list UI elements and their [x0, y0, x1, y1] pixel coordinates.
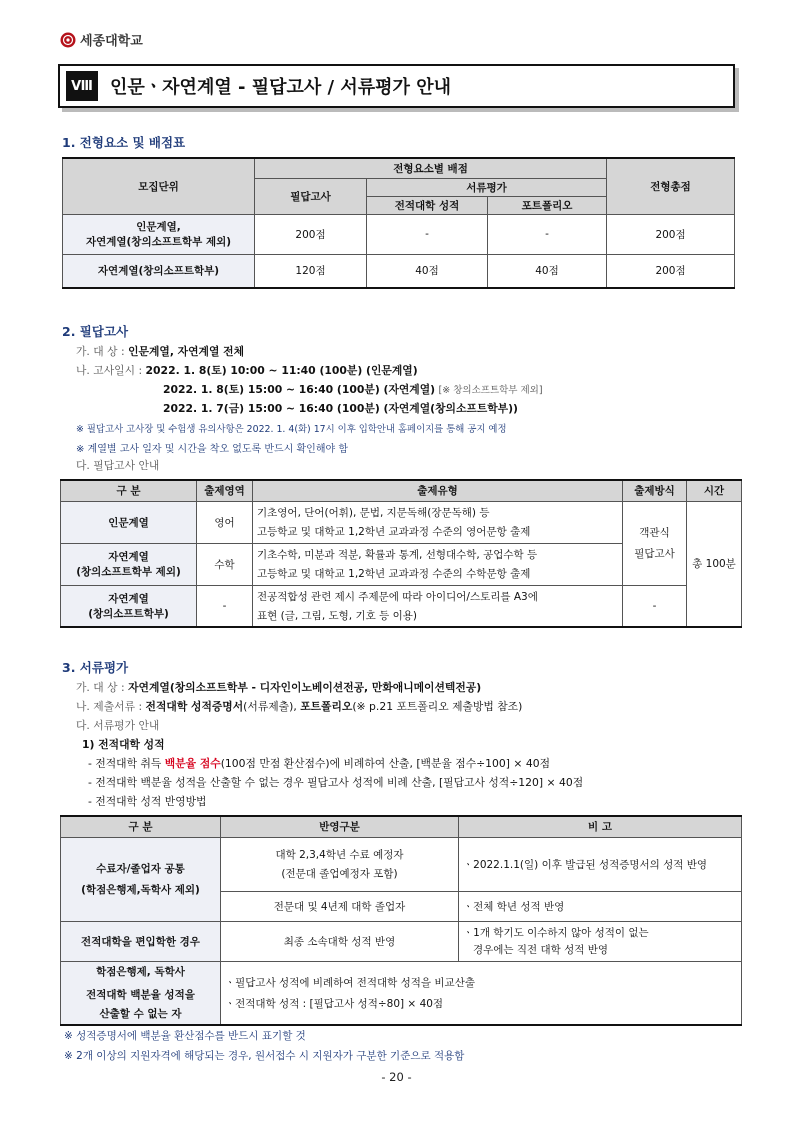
university-logo	[60, 30, 143, 49]
s2-note2: ※ 계열별 고사 일자 및 시간을 착오 없도록 반드시 확인해야 함	[76, 444, 349, 455]
record-table: 구 분 반영구분 비 고 수료자/졸업자 공통 (학점은행제,독학사 제외) 대학 2,3,4학년 수료 예정자 (전문대 졸업예정자 포함) ㆍ2022.1.1(일) 이후 발급된 성적증명서의 성적 반영 전문대 및 4년제 대학 졸업자 ㆍ전체 학년 성적 반영 전적대학을 편입학한 경우 최종 소속대학 성적 반영 ㆍ1개 학기도 이수하지 않아 성적이 없는 경우에는 직전 대학 성적 반영 학점은행제, 독학사 전적대학 백분율 성적을 산출할 수 없는 자 ㆍ필답고사 성적에 비례하여 전적대학 성적을 비교산출 ㆍ전적대학 성적 : [필답고사 성적÷80] × 40점	[60, 815, 742, 1026]
table-row: 인문계열 영어 기초영어, 단어(어휘), 문법, 지문독해(장문독해) 등 고등학교 및 대학교 1,2학년 교과과정 수준의 영어문항 출제 객관식 필답고사 총 100분	[61, 501, 742, 543]
s3-docs: 나. 제출서류 : 전적대학 성적증명서(서류제출), 포트폴리오(※ p.21 포트폴리오 제출방법 참조)	[76, 700, 523, 713]
exam-table: 구 분 출제영역 출제유형 출제방식 시간 인문계열 영어 기초영어, 단어(어휘), 문법, 지문독해(장문독해) 등 고등학교 및 대학교 1,2학년 교과과정 수준의 영어문항 출제 객관식 필답고사 총 100분 자연계열 (창의소프트학부 제외) 수학 기초수학, 미분과 적분, 확률과 통계, 선형대수학, 공업수학 등 고등학교 및 대학교 1,2학년 교과과정 수준의 수학문항 출제 자연계열 (창의소프트학부) - 전공적합성 관련 제시 주제문에 따라 아이디어/스토리를 A3에 표현 (글, 그림, 도형, 기호 등 이용) -	[60, 479, 742, 628]
th-score: 전형요소별 배점	[255, 158, 607, 178]
s2-date3: 2022. 1. 7(금) 15:00 ~ 16:40 (100분) (자연계열(창의소프트학부))	[163, 402, 518, 415]
th-record: 전적대학 성적	[367, 196, 488, 214]
seal-icon	[60, 32, 76, 48]
s2-note1: ※ 필답고사 고사장 및 수험생 유의사항은 2022. 1. 4(화) 17시 이후 입학안내 홈페이지를 통해 공지 예정	[76, 424, 507, 435]
s3-line2: - 전적대학 백분율 성적을 산출할 수 없는 경우 필답고사 성적에 비례 산출, [필답고사 성적÷120] × 40점	[88, 776, 584, 789]
table-row: 학점은행제, 독학사 전적대학 백분율 성적을 산출할 수 없는 자 ㆍ필답고사 성적에 비례하여 전적대학 성적을 비교산출 ㆍ전적대학 성적 : [필답고사 성적÷80] × 40점	[61, 961, 742, 1025]
s1-heading: 1. 전형요소 및 배점표	[62, 135, 186, 150]
s3-target: 가. 대 상 : 자연계열(창의소프트학부 - 디자인이노베이션전공, 만화애니메이션텍전공)	[76, 681, 482, 694]
s2-date2: 2022. 1. 8(토) 15:00 ~ 16:40 (100분) (자연계열) [※ 창의소프트학부 제외]	[163, 383, 543, 396]
th-written: 필답고사	[255, 178, 367, 214]
table-row: 자연계열(창의소프트학부) 120점 40점 40점 200점	[63, 254, 735, 288]
table-row: 전문대 및 4년제 대학 졸업자 ㆍ전체 학년 성적 반영	[61, 891, 742, 921]
page-number: - 20 -	[381, 1070, 412, 1084]
section-title-text: 인문ㆍ자연계열 - 필답고사 / 서류평가 안내	[110, 77, 451, 98]
th-port: 포트폴리오	[488, 196, 607, 214]
s2-guide: 다. 필답고사 안내	[76, 459, 160, 472]
table-row: 자연계열 (창의소프트학부) - 전공적합성 관련 제시 주제문에 따라 아이디어/스토리를 A3에 표현 (글, 그림, 도형, 기호 등 이용) -	[61, 585, 742, 627]
s3-line3: - 전적대학 성적 반영방법	[88, 795, 207, 808]
s2-target: 가. 대 상 : 인문계열, 자연계열 전체	[76, 345, 245, 358]
university-name: 세종대학교	[80, 34, 143, 49]
s3-heading: 3. 서류평가	[62, 660, 129, 675]
s3-note1: ※ 성적증명서에 백분율 환산점수를 반드시 표기할 것	[64, 1030, 306, 1042]
section-number: Ⅷ	[66, 71, 98, 101]
table-row: 자연계열 (창의소프트학부 제외) 수학 기초수학, 미분과 적분, 확률과 통계, 선형대수학, 공업수학 등 고등학교 및 대학교 1,2학년 교과과정 수준의 수학문항 출제	[61, 543, 742, 585]
s3-note2: ※ 2개 이상의 지원자격에 해당되는 경우, 원서접수 시 지원자가 구분한 기준으로 적용함	[64, 1050, 465, 1062]
table-row: 수료자/졸업자 공통 (학점은행제,독학사 제외) 대학 2,3,4학년 수료 예정자 (전문대 졸업예정자 포함) ㆍ2022.1.1(일) 이후 발급된 성적증명서의 성적 반영	[61, 837, 742, 891]
s3-sub1: 1) 전적대학 성적	[82, 738, 165, 751]
th-doc: 서류평가	[367, 178, 607, 196]
th-unit: 모집단위	[63, 158, 255, 214]
table-row: 전적대학을 편입학한 경우 최종 소속대학 성적 반영 ㆍ1개 학기도 이수하지 않아 성적이 없는 경우에는 직전 대학 성적 반영	[61, 921, 742, 961]
section-title	[58, 64, 735, 108]
score-table	[62, 157, 735, 289]
table-row: 인문계열, 자연계열(창의소프트학부 제외) 200점 - - 200점	[63, 214, 735, 254]
s3-guide: 다. 서류평가 안내	[76, 719, 160, 732]
s3-line1: - 전적대학 취득 백분율 점수(100점 만점 환산점수)에 비례하여 산출, [백분율 점수÷100] × 40점	[88, 757, 551, 770]
s2-heading: 2. 필답고사	[62, 324, 129, 339]
s2-date1: 나. 고사일시 : 2022. 1. 8(토) 10:00 ~ 11:40 (100분) (인문계열)	[76, 364, 418, 377]
th-total: 전형총점	[607, 158, 735, 214]
